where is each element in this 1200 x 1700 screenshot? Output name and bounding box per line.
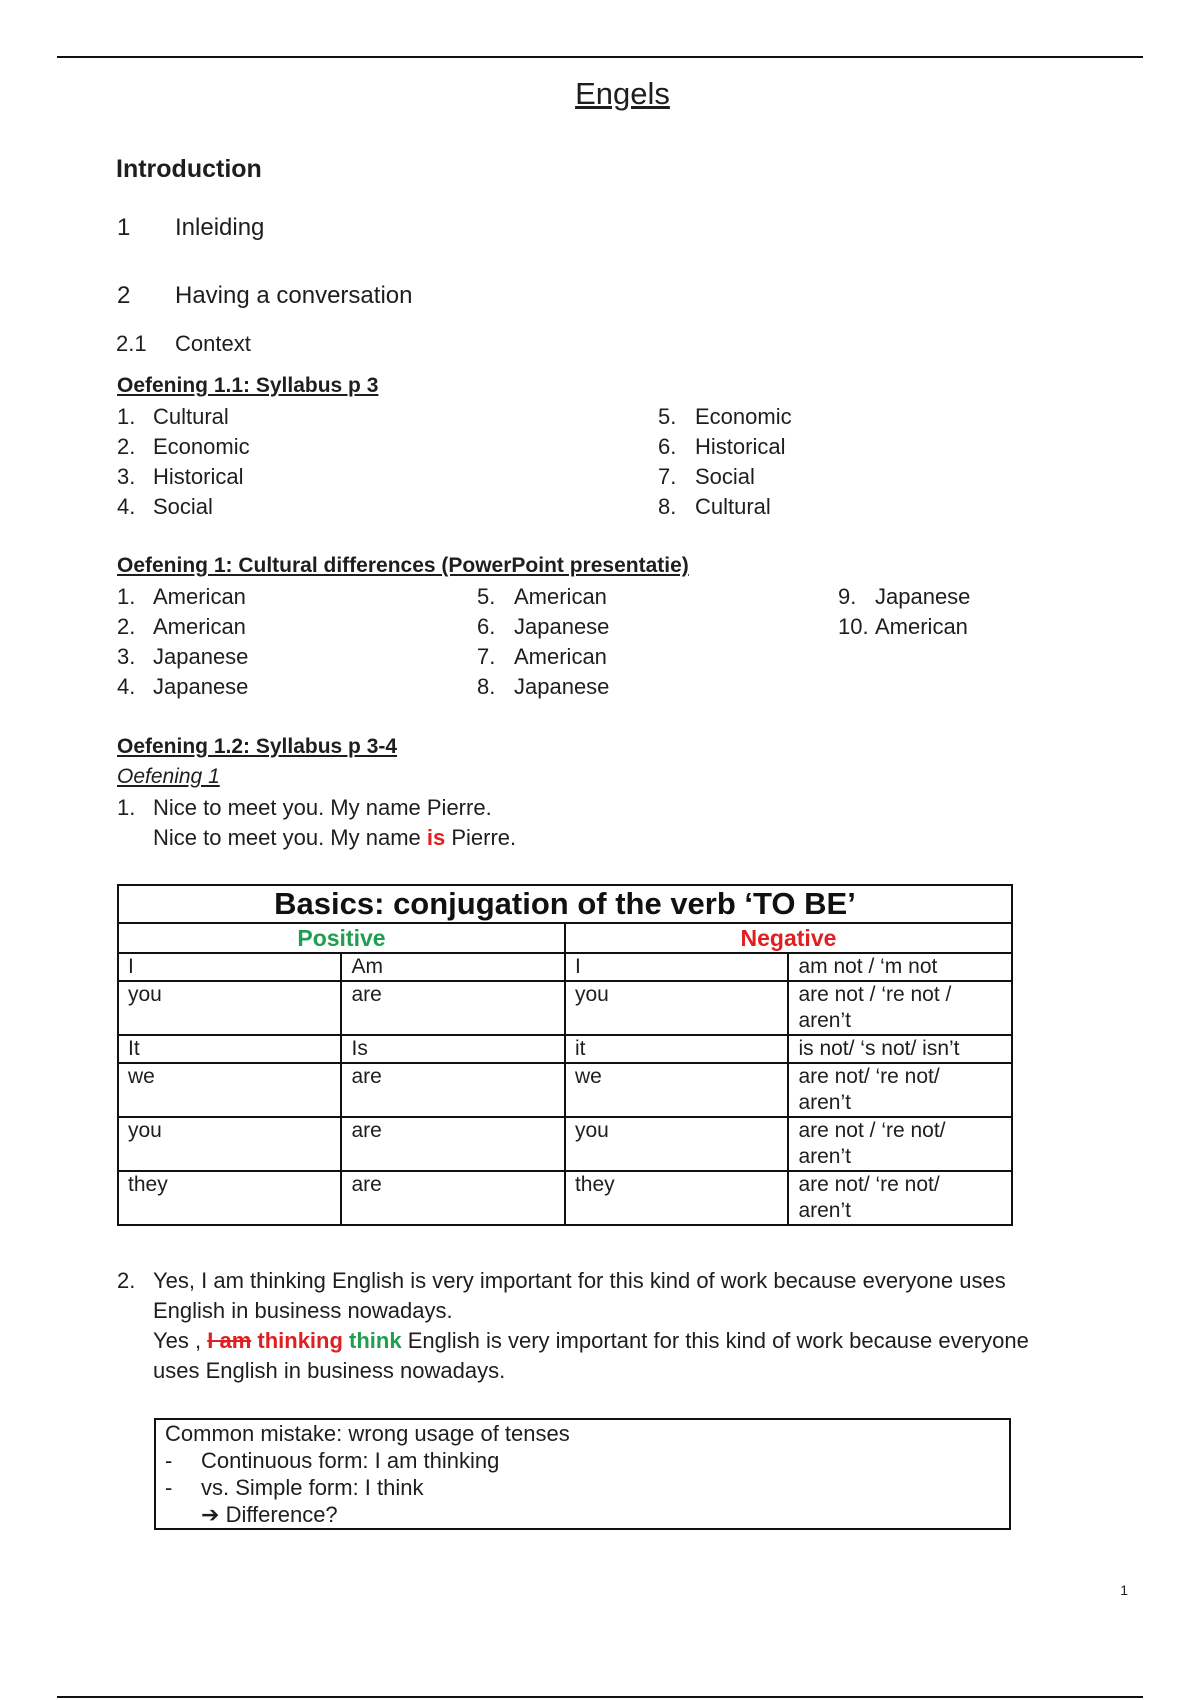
list-item-text: Japanese — [153, 644, 249, 669]
table-cell: they — [118, 1171, 341, 1225]
section-1-number: 1 — [117, 214, 131, 241]
cell-line: aren’t — [798, 1091, 851, 1114]
list-item-text: Cultural — [153, 404, 229, 429]
table-cell: are — [341, 1117, 564, 1171]
list-item-text: Economic — [153, 434, 250, 459]
list-number: 6. — [477, 614, 496, 639]
table-row — [118, 1117, 1012, 1171]
section-1-label: Inleiding — [175, 214, 265, 241]
introduction-heading: Introduction — [116, 155, 262, 183]
table-cell: Is — [341, 1035, 564, 1063]
list-number: 3. — [117, 644, 136, 669]
table-cell: is not/ ‘s not/ isn’t — [788, 1035, 1012, 1063]
table-cell — [788, 1063, 1012, 1117]
table-row — [118, 953, 1012, 981]
struck-words: I am — [207, 1328, 252, 1353]
corrected-sentence-line: uses English in business nowadays. — [153, 1358, 506, 1383]
list-number: 10. — [838, 614, 869, 639]
table-row — [118, 1035, 1012, 1063]
exercise-1-2-heading: Oefening 1.2: Syllabus p 3-4 — [117, 735, 398, 758]
original-sentence-line: English in business nowadays. — [153, 1298, 453, 1323]
sentence-text: English is very important for this kind of work because everyone — [401, 1328, 1029, 1353]
bullet-text: Continuous form: I am thinking — [201, 1448, 500, 1473]
list-item-text: Cultural — [695, 494, 771, 519]
list-number: 5. — [477, 584, 496, 609]
list-number: 8. — [477, 674, 496, 699]
list-item-text: American — [153, 584, 246, 609]
exercise-1-1-heading: Oefening 1.1: Syllabus p 3 — [117, 374, 379, 397]
cell-line: are not / ‘re not/ — [798, 1119, 946, 1142]
wrong-word: thinking — [251, 1328, 343, 1353]
section-2-number: 2 — [117, 282, 131, 309]
table-cell: we — [118, 1063, 341, 1117]
table-cell: it — [565, 1035, 788, 1063]
list-item-text: Economic — [695, 404, 792, 429]
cell-line: are not/ ‘re not/ — [798, 1173, 940, 1196]
list-item-text: American — [514, 644, 607, 669]
section-2-1-label: Context — [175, 331, 251, 356]
list-number: 2. — [117, 1268, 136, 1293]
list-item-text: Social — [153, 494, 213, 519]
table-cell: are — [341, 1063, 564, 1117]
table-title: Basics: conjugation of the verb ‘TO BE’ — [118, 885, 1012, 923]
sentence-text: Nice to meet you. My name — [153, 825, 427, 850]
list-number: 2. — [117, 614, 136, 639]
sentence-text: Pierre. — [445, 825, 517, 850]
list-number: 4. — [117, 494, 136, 519]
cell-line: aren’t — [798, 1009, 851, 1032]
document-title: Engels — [575, 76, 670, 111]
cell-line: aren’t — [798, 1199, 851, 1222]
table-cell: It — [118, 1035, 341, 1063]
section-2-1-number: 2.1 — [116, 331, 147, 356]
table-cell: I — [118, 953, 341, 981]
list-number: 2. — [117, 434, 136, 459]
cell-line: aren’t — [798, 1145, 851, 1168]
page-number: 1 — [1120, 1582, 1128, 1598]
list-number: 1. — [117, 404, 136, 429]
note-bullet — [165, 1474, 1000, 1501]
list-number: 8. — [658, 494, 677, 519]
table-cell: am not / ‘m not — [788, 953, 1012, 981]
bullet-dash: - — [165, 1448, 173, 1473]
table-header-row — [118, 923, 1012, 953]
table-cell: you — [565, 1117, 788, 1171]
list-number: 9. — [838, 584, 857, 609]
table-cell: Am — [341, 953, 564, 981]
correction-highlight: is — [426, 825, 446, 850]
table-cell: are — [341, 1171, 564, 1225]
table-cell — [788, 981, 1012, 1035]
original-sentence-line: Yes, I am thinking English is very important for this kind of work because everyone uses — [153, 1268, 1006, 1293]
bullet-text: vs. Simple form: I think — [201, 1475, 424, 1500]
list-item-text: American — [514, 584, 607, 609]
bottom-rule — [57, 1696, 1143, 1698]
arrow-icon: ➔ — [201, 1502, 220, 1527]
note-bullet — [165, 1447, 1000, 1474]
bullet-dash: - — [165, 1475, 173, 1500]
list-item-text: Historical — [153, 464, 244, 489]
list-item — [117, 404, 135, 430]
table-title-row — [118, 885, 1012, 923]
table-cell: are — [341, 981, 564, 1035]
list-number: 4. — [117, 674, 136, 699]
table-row — [118, 1171, 1012, 1225]
list-item-text: Japanese — [153, 674, 249, 699]
correct-word: think — [342, 1328, 402, 1353]
list-item-text: American — [875, 614, 968, 639]
section-2-label: Having a conversation — [175, 282, 413, 309]
negative-header: Negative — [565, 923, 1012, 953]
note-title: Common mistake: wrong usage of tenses — [165, 1421, 570, 1446]
table-row — [118, 1063, 1012, 1117]
list-number: 7. — [477, 644, 496, 669]
list-item-text: American — [153, 614, 246, 639]
table-cell: you — [118, 981, 341, 1035]
top-rule — [57, 56, 1143, 58]
positive-header: Positive — [118, 923, 565, 953]
list-number: 6. — [658, 434, 677, 459]
table-row — [118, 981, 1012, 1035]
table-cell: they — [565, 1171, 788, 1225]
list-item-text: Historical — [695, 434, 786, 459]
question-text: Difference? — [225, 1502, 338, 1527]
common-mistake-box — [154, 1418, 1011, 1530]
corrected-sentence — [153, 1328, 1029, 1354]
list-number: 5. — [658, 404, 677, 429]
list-number: 1. — [117, 584, 136, 609]
original-sentence: Nice to meet you. My name Pierre. — [153, 795, 492, 820]
table-cell: we — [565, 1063, 788, 1117]
to-be-conjugation-table — [117, 884, 1013, 1226]
list-item-text: Social — [695, 464, 755, 489]
cell-line: are not / ‘re not / — [798, 983, 952, 1006]
table-cell — [788, 1171, 1012, 1225]
exercise-1-2-subheading: Oefening 1 — [117, 765, 220, 788]
sentence-text: Yes , — [153, 1328, 208, 1353]
table-cell — [788, 1117, 1012, 1171]
note-question — [165, 1501, 1000, 1528]
list-number: 7. — [658, 464, 677, 489]
corrected-sentence — [153, 825, 516, 851]
cell-line: are not/ ‘re not/ — [798, 1065, 940, 1088]
table-cell: you — [118, 1117, 341, 1171]
list-number: 3. — [117, 464, 136, 489]
list-item-text: Japanese — [875, 584, 971, 609]
exercise-1-heading: Oefening 1: Cultural differences (PowerPoint presentatie) — [117, 554, 689, 577]
table-cell: I — [565, 953, 788, 981]
table-cell: you — [565, 981, 788, 1035]
list-item-text: Japanese — [514, 614, 610, 639]
list-item-text: Japanese — [514, 674, 610, 699]
list-number: 1. — [117, 795, 136, 820]
